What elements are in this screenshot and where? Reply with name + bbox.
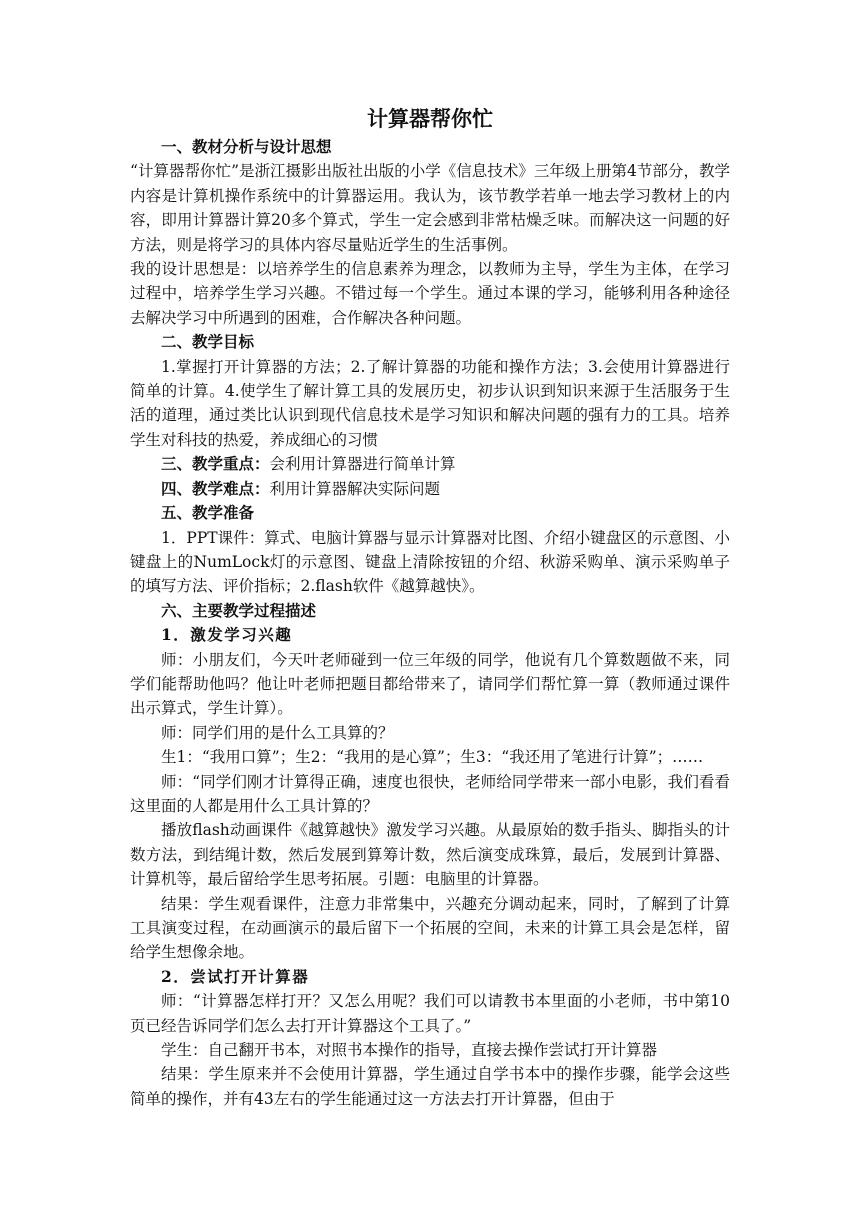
difficulty-text: 利用计算器解决实际问题 [269, 479, 441, 498]
paragraph-teacher-4: 师：“计算器怎样打开？又怎么用呢？我们可以请教书本里面的小老师，书中第10页已经告诉同学们怎么去打开计算器这个工具了。” [130, 992, 730, 1035]
paragraph-students: 生1：“我用口算”；生2：“我用的是心算”；生3：“我还用了笔进行计算”；…… [161, 748, 704, 767]
paragraph-design: 我的设计思想是：以培养学生的信息素养为理念，以教师为主导，学生为主体，在学习过程中，培养学生学习兴趣。不错过每一个学生。通过本课的学习，能够利用各种途径去解决学习中所遇到的困难，合作解决各种问题。 [130, 260, 730, 327]
paragraph-prep: 1．PPT课件：算式、电脑计算器与显示计算器对比图、介绍小键盘区的示意图、小键盘上的NumLock灯的示意图、键盘上清除按钮的介绍、秋游采购单、演示采购单子的填写方法、评价指标；2.flash软件《越算越快》。 [130, 528, 730, 596]
key-point-text: 会利用计算器进行简单计算 [269, 455, 456, 474]
subheading-open-calculator: 2．尝试打开计算器 [161, 966, 310, 986]
section-heading-analysis: 一、教材分析与设计思想 [161, 138, 332, 156]
paragraph-teacher-3: 师：“同学们刚才计算得正确，速度也很快，老师给同学带来一部小电影，我们看看这里面的人都是用什么工具计算的？ [130, 772, 730, 815]
document-page [130, 100, 730, 1111]
section-key-point [130, 452, 730, 476]
subheading-interest: 1．激发学习兴趣 [161, 625, 293, 645]
section-heading-prep: 五、教学准备 [161, 504, 255, 523]
paragraph-intro: “计算器帮你忙”是浙江摄影出版社出版的小学《信息技术》三年级上册第4节部分，教学内容是计算机操作系统中的计算器运用。我认为，该节教学若单一地去学习教材上的内容，即用计算器计算20多个算式，学生一定会感到非常枯燥乏味。而解决这一问题的好方法，则是将学习的具体内容尽量贴近学生的生活事例。 [130, 162, 730, 254]
section-heading-goals: 二、教学目标 [161, 333, 255, 352]
key-point-label: 三、教学重点： [161, 455, 270, 474]
paragraph-teacher-2: 师：同学们用的是什么工具算的？ [161, 723, 394, 742]
section-difficulty [130, 477, 730, 501]
paragraph-result-2: 结果：学生原来并不会使用计算器，学生通过自学书本中的操作步骤，能学会这些简单的操作，并有43左右的学生能通过这一方法去打开计算器，但由于 [130, 1065, 730, 1108]
paragraph-student-action: 学生：自己翻开书本，对照书本操作的指导，直接去操作尝试打开计算器 [161, 1041, 658, 1060]
paragraph-result-1: 结果：学生观看课件，注意力非常集中，兴趣充分调动起来，同时，了解到了计算工具演变过程，在动画演示的最后留下一个拓展的空间，未来的计算工具会是怎样，留给学生想像余地。 [130, 894, 730, 962]
paragraph-flash: 播放flash动画课件《越算越快》激发学习兴趣。从最原始的数手指头、脚指头的计数方法，到结绳计数，然后发展到算筹计数，然后演变成珠算，最后，发展到计算器、计算机等，最后留给学生思考拓展。引题：电脑里的计算器。 [130, 821, 730, 889]
document-title: 计算器帮你忙 [367, 107, 493, 131]
difficulty-label: 四、教学难点： [161, 479, 270, 498]
paragraph-goals: 1.掌握打开计算器的方法；2.了解计算器的功能和操作方法；3.会使用计算器进行简单的计算。4.使学生了解计算工具的发展历史，初步认识到知识来源于生活服务于生活的道理，通过类比认识到现代信息技术是学习知识和解决问题的强有力的工具。培养学生对科技的热爱，养成细心的习惯 [130, 357, 730, 449]
paragraph-teacher-1: 师：小朋友们，今天叶老师碰到一位三年级的同学，他说有几个算数题做不来，同学们能帮助他吗？他让叶老师把题目都给带来了，请同学们帮忙算一算（教师通过课件出示算式，学生计算）。 [130, 650, 730, 718]
section-heading-process: 六、主要教学过程描述 [161, 601, 317, 620]
